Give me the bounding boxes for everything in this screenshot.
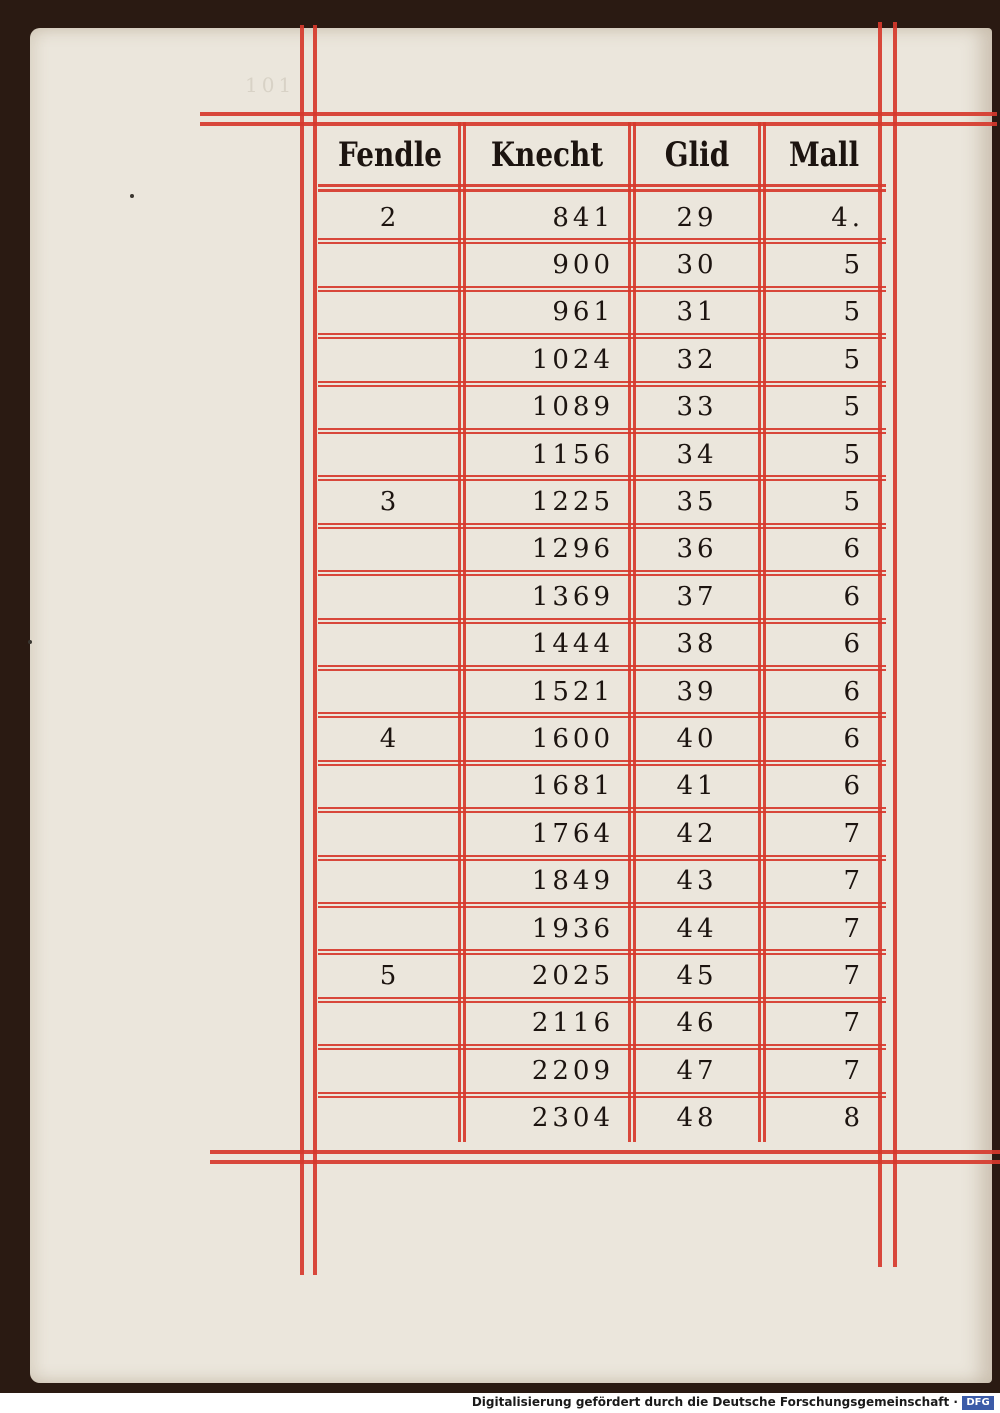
- column-header: Mall: [788, 135, 860, 175]
- fendle-cell: [318, 1095, 462, 1142]
- fendle-cell: [318, 905, 462, 952]
- column-header: Glid: [664, 135, 730, 175]
- fendle-cell: [318, 526, 462, 573]
- knecht-cell: 1089: [531, 392, 614, 423]
- knecht-cell: 900: [552, 250, 614, 281]
- page-number: 101: [245, 73, 296, 97]
- fendle-cell: [318, 621, 462, 668]
- column-header: Fendle: [337, 135, 443, 175]
- knecht-cell: 1369: [531, 581, 614, 612]
- knecht-cell: 841: [552, 202, 614, 233]
- ink-speck: [28, 640, 32, 644]
- fendle-cell: [318, 241, 462, 288]
- mall-cell: 6: [843, 771, 864, 802]
- glid-cell: 36: [676, 534, 718, 565]
- glid-cell: 39: [676, 676, 718, 707]
- fendle-cell: [318, 431, 462, 478]
- left-border-rule: [300, 25, 304, 1275]
- knecht-cell: 961: [552, 297, 614, 328]
- mall-cell: 7: [843, 818, 864, 849]
- glid-cell: 46: [676, 1008, 718, 1039]
- glid-cell: 33: [676, 392, 718, 423]
- fendle-cell: [318, 573, 462, 620]
- fendle-cell: 2: [379, 202, 401, 233]
- footer-bar: [0, 1393, 1000, 1413]
- knecht-cell: 2025: [531, 961, 614, 992]
- mall-cell: 7: [843, 1055, 864, 1086]
- knecht-cell: 1156: [531, 439, 614, 470]
- knecht-cell: 1764: [531, 818, 614, 849]
- glid-cell: 38: [676, 629, 718, 660]
- mall-cell: 7: [843, 866, 864, 897]
- fendle-cell: [318, 858, 462, 905]
- mall-cell: 8: [843, 1103, 864, 1134]
- fendle-cell: [318, 384, 462, 431]
- column-header: Knecht: [490, 135, 604, 175]
- knecht-cell: 1296: [531, 534, 614, 565]
- mall-cell: 6: [843, 534, 864, 565]
- knecht-cell: 2116: [531, 1008, 614, 1039]
- mall-cell: 7: [843, 913, 864, 944]
- glid-cell: 34: [676, 439, 718, 470]
- glid-cell: 40: [676, 724, 718, 755]
- glid-cell: 32: [676, 344, 718, 375]
- mall-cell: 6: [843, 629, 864, 660]
- mall-cell: 5: [843, 250, 864, 281]
- mall-cell: 4.: [831, 202, 864, 233]
- knecht-cell: 1600: [531, 724, 614, 755]
- mall-cell: 5: [843, 297, 864, 328]
- knecht-cell: 1849: [531, 866, 614, 897]
- glid-cell: 31: [676, 297, 718, 328]
- glid-cell: 48: [676, 1103, 718, 1134]
- mall-cell: 5: [843, 392, 864, 423]
- left-border-rule: [313, 25, 317, 1275]
- knecht-cell: 2304: [531, 1103, 614, 1134]
- dfg-logo-icon: DFG: [962, 1396, 994, 1410]
- glid-cell: 30: [676, 250, 718, 281]
- knecht-cell: 2209: [531, 1055, 614, 1086]
- glid-cell: 35: [676, 487, 718, 518]
- fendle-cell: [318, 763, 462, 810]
- glid-cell: 41: [676, 771, 718, 802]
- glid-cell: 29: [676, 202, 718, 233]
- knecht-cell: 1225: [531, 487, 614, 518]
- glid-cell: 37: [676, 581, 718, 612]
- right-border-rule: [893, 22, 897, 1267]
- mall-cell: 5: [843, 487, 864, 518]
- mall-cell: 6: [843, 724, 864, 755]
- fendle-cell: 4: [379, 724, 401, 755]
- header-rule: [318, 189, 886, 192]
- glid-cell: 44: [676, 913, 718, 944]
- glid-cell: 42: [676, 818, 718, 849]
- mall-cell: 5: [843, 439, 864, 470]
- fendle-cell: [318, 810, 462, 857]
- mall-cell: 6: [843, 676, 864, 707]
- ink-speck: [130, 194, 134, 198]
- fendle-cell: [318, 668, 462, 715]
- fendle-cell: 5: [379, 961, 401, 992]
- fendle-cell: [318, 289, 462, 336]
- mall-cell: 7: [843, 1008, 864, 1039]
- fendle-cell: [318, 336, 462, 383]
- fendle-cell: [318, 1047, 462, 1094]
- mall-cell: 6: [843, 581, 864, 612]
- glid-cell: 43: [676, 866, 718, 897]
- knecht-cell: 1024: [531, 344, 614, 375]
- glid-cell: 47: [676, 1055, 718, 1086]
- fendle-cell: [318, 1000, 462, 1047]
- footer-credit: Digitalisierung gefördert durch die Deutsche Forschungsgemeinschaft ·: [471, 1395, 958, 1409]
- glid-cell: 45: [676, 961, 718, 992]
- knecht-cell: 1936: [531, 913, 614, 944]
- knecht-cell: 1521: [531, 676, 614, 707]
- fendle-cell: 3: [379, 487, 401, 518]
- knecht-cell: 1681: [531, 771, 614, 802]
- knecht-cell: 1444: [531, 629, 614, 660]
- mall-cell: 7: [843, 961, 864, 992]
- mall-cell: 5: [843, 344, 864, 375]
